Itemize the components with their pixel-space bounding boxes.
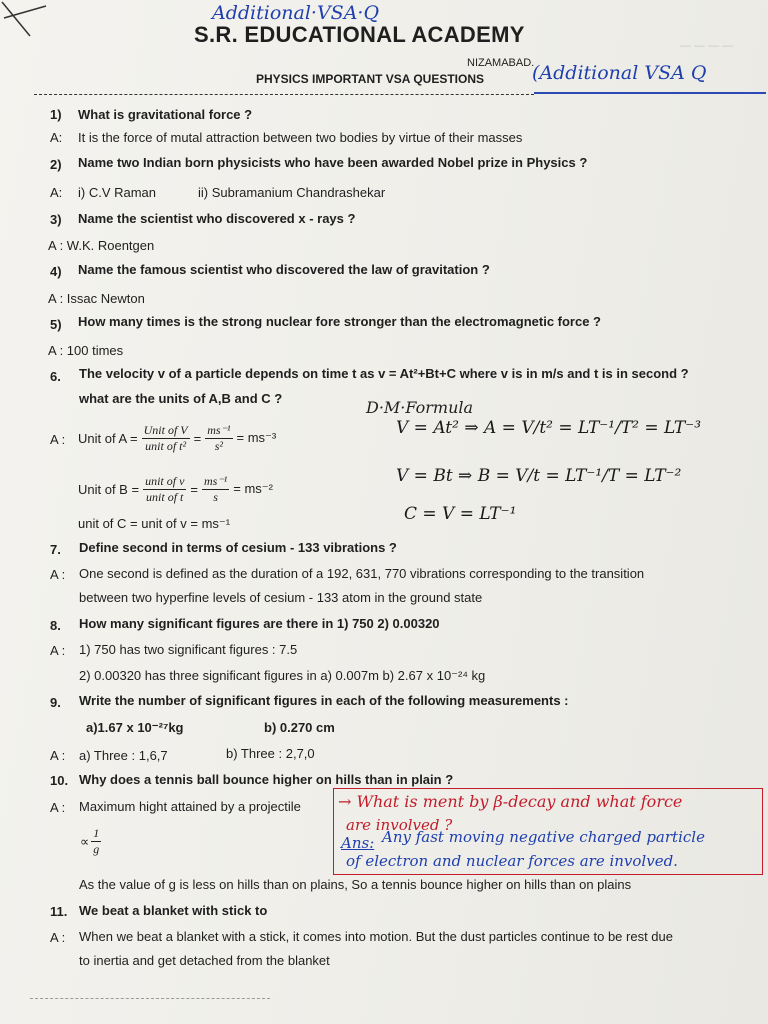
- hand-dm-formula: D·M·Formula: [366, 398, 474, 417]
- q2-answer-1: i) C.V Raman: [78, 185, 157, 200]
- fraction-b1-top: unit of v: [145, 473, 185, 488]
- q7-text: Define second in terms of cesium - 133 vibrations ?: [79, 540, 397, 555]
- q8-text: How many significant figures are there in 1) 750 2) 0.00320: [79, 616, 440, 631]
- q3-answer: A : W.K. Roentgen: [48, 238, 155, 253]
- q9-number: 9.: [50, 695, 61, 710]
- q9-measure-a: a)1.67 x 10⁻²⁷kg: [86, 720, 184, 735]
- unit-b-row: Unit of B = $\frac{\text{unit of v}}{\text{unit of t}}$ = $\frac{\text{ms⁻¹}}{s}$ = ms⁻²: [78, 473, 273, 504]
- footer-mark: [30, 998, 270, 999]
- unit-c-row: unit of C = unit of v = ms⁻¹: [78, 516, 231, 531]
- fraction-b1-bottom: unit of t: [146, 489, 184, 504]
- q1-answer-label: A:: [50, 130, 63, 145]
- fraction-b2: [202, 474, 229, 505]
- q8-number: 8.: [50, 618, 61, 633]
- fraction-b2-bottom: s: [213, 489, 218, 504]
- proportional-symbol: ∝: [80, 833, 90, 849]
- q11-text: We beat a blanket with stick to: [79, 903, 268, 918]
- academy-name: S.R. EDUCATIONAL ACADEMY: [194, 22, 525, 47]
- q11-number: 11.: [50, 904, 68, 919]
- q10-text: Why does a tennis ball bounce higher on hills than in plain ?: [79, 772, 454, 787]
- q4-answer: A : Issac Newton: [48, 291, 145, 306]
- note-line4: of electron and nuclear forces are involved.: [346, 852, 678, 870]
- note-line2: are involved ?: [346, 816, 453, 834]
- q11-answer-line2: to inertia and get detached from the blanket: [79, 953, 330, 968]
- unit-b-label: Unit of B =: [78, 481, 140, 497]
- unit-a-result: = ms⁻³: [236, 430, 277, 445]
- q8-answer-line2: 2) 0.00320 has three significant figures in a) 0.007m b) 2.67 x 10⁻²⁴ kg: [79, 668, 486, 683]
- q9-measure-b: b) 0.270 cm: [264, 720, 335, 735]
- unit-b-result: = ms⁻²: [233, 481, 273, 496]
- q10-answer-line1: Maximum hight attained by a projectile: [79, 799, 301, 814]
- handwritten-underline: [534, 92, 766, 94]
- q5-text: How many times is the strong nuclear fore stronger than the electromagnetic force ?: [78, 314, 602, 329]
- note-answer-label: Ans:: [341, 834, 375, 852]
- q9-text: Write the number of significant figures in each of the following measurements :: [79, 693, 569, 708]
- fraction-a2-top: ms⁻¹: [207, 422, 231, 437]
- fraction-a1: [142, 423, 190, 454]
- q10-number: 10.: [50, 773, 69, 788]
- q8-answer-line1: 1) 750 has two significant figures : 7.5: [79, 642, 298, 657]
- q4-text: Name the famous scientist who discovered the law of gravitation ?: [78, 262, 490, 277]
- q6-text-line2: what are the units of A,B and C ?: [79, 391, 283, 406]
- q3-text: Name the scientist who discovered x - rays ?: [78, 211, 356, 226]
- q5-number: 5): [50, 317, 62, 332]
- q2-answer-2: ii) Subramanium Chandrashekar: [198, 185, 386, 200]
- q4-number: 4): [50, 264, 62, 279]
- q11-answer-label: A :: [50, 930, 66, 945]
- q6-answer-label: A :: [50, 432, 66, 447]
- q9-answer-label: A :: [50, 748, 66, 763]
- q8-answer-label: A :: [50, 643, 66, 658]
- q7-answer-label: A :: [50, 567, 66, 582]
- q7-answer-line1: One second is defined as the duration of a 192, 631, 770 vibrations corresponding to the transition: [79, 566, 645, 581]
- note-line3: Any fast moving negative charged particle: [382, 828, 705, 846]
- q9-answer-b: b) Three : 2,7,0: [226, 746, 315, 761]
- q2-text: Name two Indian born physicists who have been awarded Nobel prize in Physics ?: [78, 155, 588, 170]
- q6-number: 6.: [50, 369, 61, 384]
- fraction-top: 1: [93, 826, 100, 840]
- fraction-1-over-g: [91, 826, 101, 857]
- q7-answer-line2: between two hyperfine levels of cesium - 133 atom in the ground state: [79, 590, 483, 605]
- handwritten-title: Additional·VSA·Q: [212, 2, 380, 24]
- q2-number: 2): [50, 157, 62, 172]
- q2-answer-label: A:: [50, 185, 63, 200]
- q10-answer-label: A :: [50, 800, 66, 815]
- q6-text-line1: The velocity v of a particle depends on time t as v = At²+Bt+C where v is in m/s and t is in second ?: [79, 366, 689, 381]
- handwritten-tag: (Additional VSA Q: [532, 62, 707, 84]
- q1-number: 1): [50, 107, 62, 122]
- hand-eq-line1: V = At² ⇒ A = V/t² = LT⁻¹/T² = LT⁻³: [396, 418, 702, 438]
- q10-answer-line2: As the value of g is less on hills than on plains, So a tennis bounce higher on hills than on plains: [79, 877, 632, 892]
- fraction-a2: [205, 423, 232, 454]
- q9-answer-a: a) Three : 1,6,7: [79, 748, 168, 763]
- unit-a-row: [78, 421, 276, 455]
- header-divider: [34, 94, 534, 95]
- fraction-b1: [143, 474, 186, 505]
- equals-sign: =: [193, 430, 202, 446]
- q11-answer-line1: When we beat a blanket with a stick, it comes into motion. But the dust particles continue to be rest due: [79, 929, 673, 944]
- bleed-through-text: — — — —: [680, 40, 734, 52]
- corner-mark: [0, 0, 50, 40]
- fraction-b2-top: ms⁻¹: [203, 473, 228, 488]
- q5-answer: A : 100 times: [48, 343, 124, 358]
- hand-eq-line2: V = Bt ⇒ B = V/t = LT⁻¹/T = LT⁻²: [396, 466, 682, 486]
- fraction-a1-bottom: unit of t²: [145, 438, 187, 453]
- q7-number: 7.: [50, 542, 61, 557]
- hand-eq-line3: C = V = LT⁻¹: [404, 504, 517, 524]
- unit-a-label: Unit of A =: [78, 430, 138, 446]
- q1-text: What is gravitational force ?: [78, 107, 253, 122]
- q1-answer: It is the force of mutal attraction between two bodies by virtue of their masses: [78, 130, 523, 145]
- fraction-a2-bottom: s²: [214, 438, 223, 453]
- doc-subtitle: PHYSICS IMPORTANT VSA QUESTIONS: [256, 72, 485, 86]
- fraction-bottom: g: [93, 842, 100, 856]
- fraction-a1-top: Unit of V: [143, 422, 188, 437]
- city-name: NIZAMABAD.: [467, 57, 535, 69]
- proportional-expression: [80, 826, 101, 857]
- q3-number: 3): [50, 212, 62, 227]
- note-line1: → What is ment by β-decay and what force: [338, 792, 683, 811]
